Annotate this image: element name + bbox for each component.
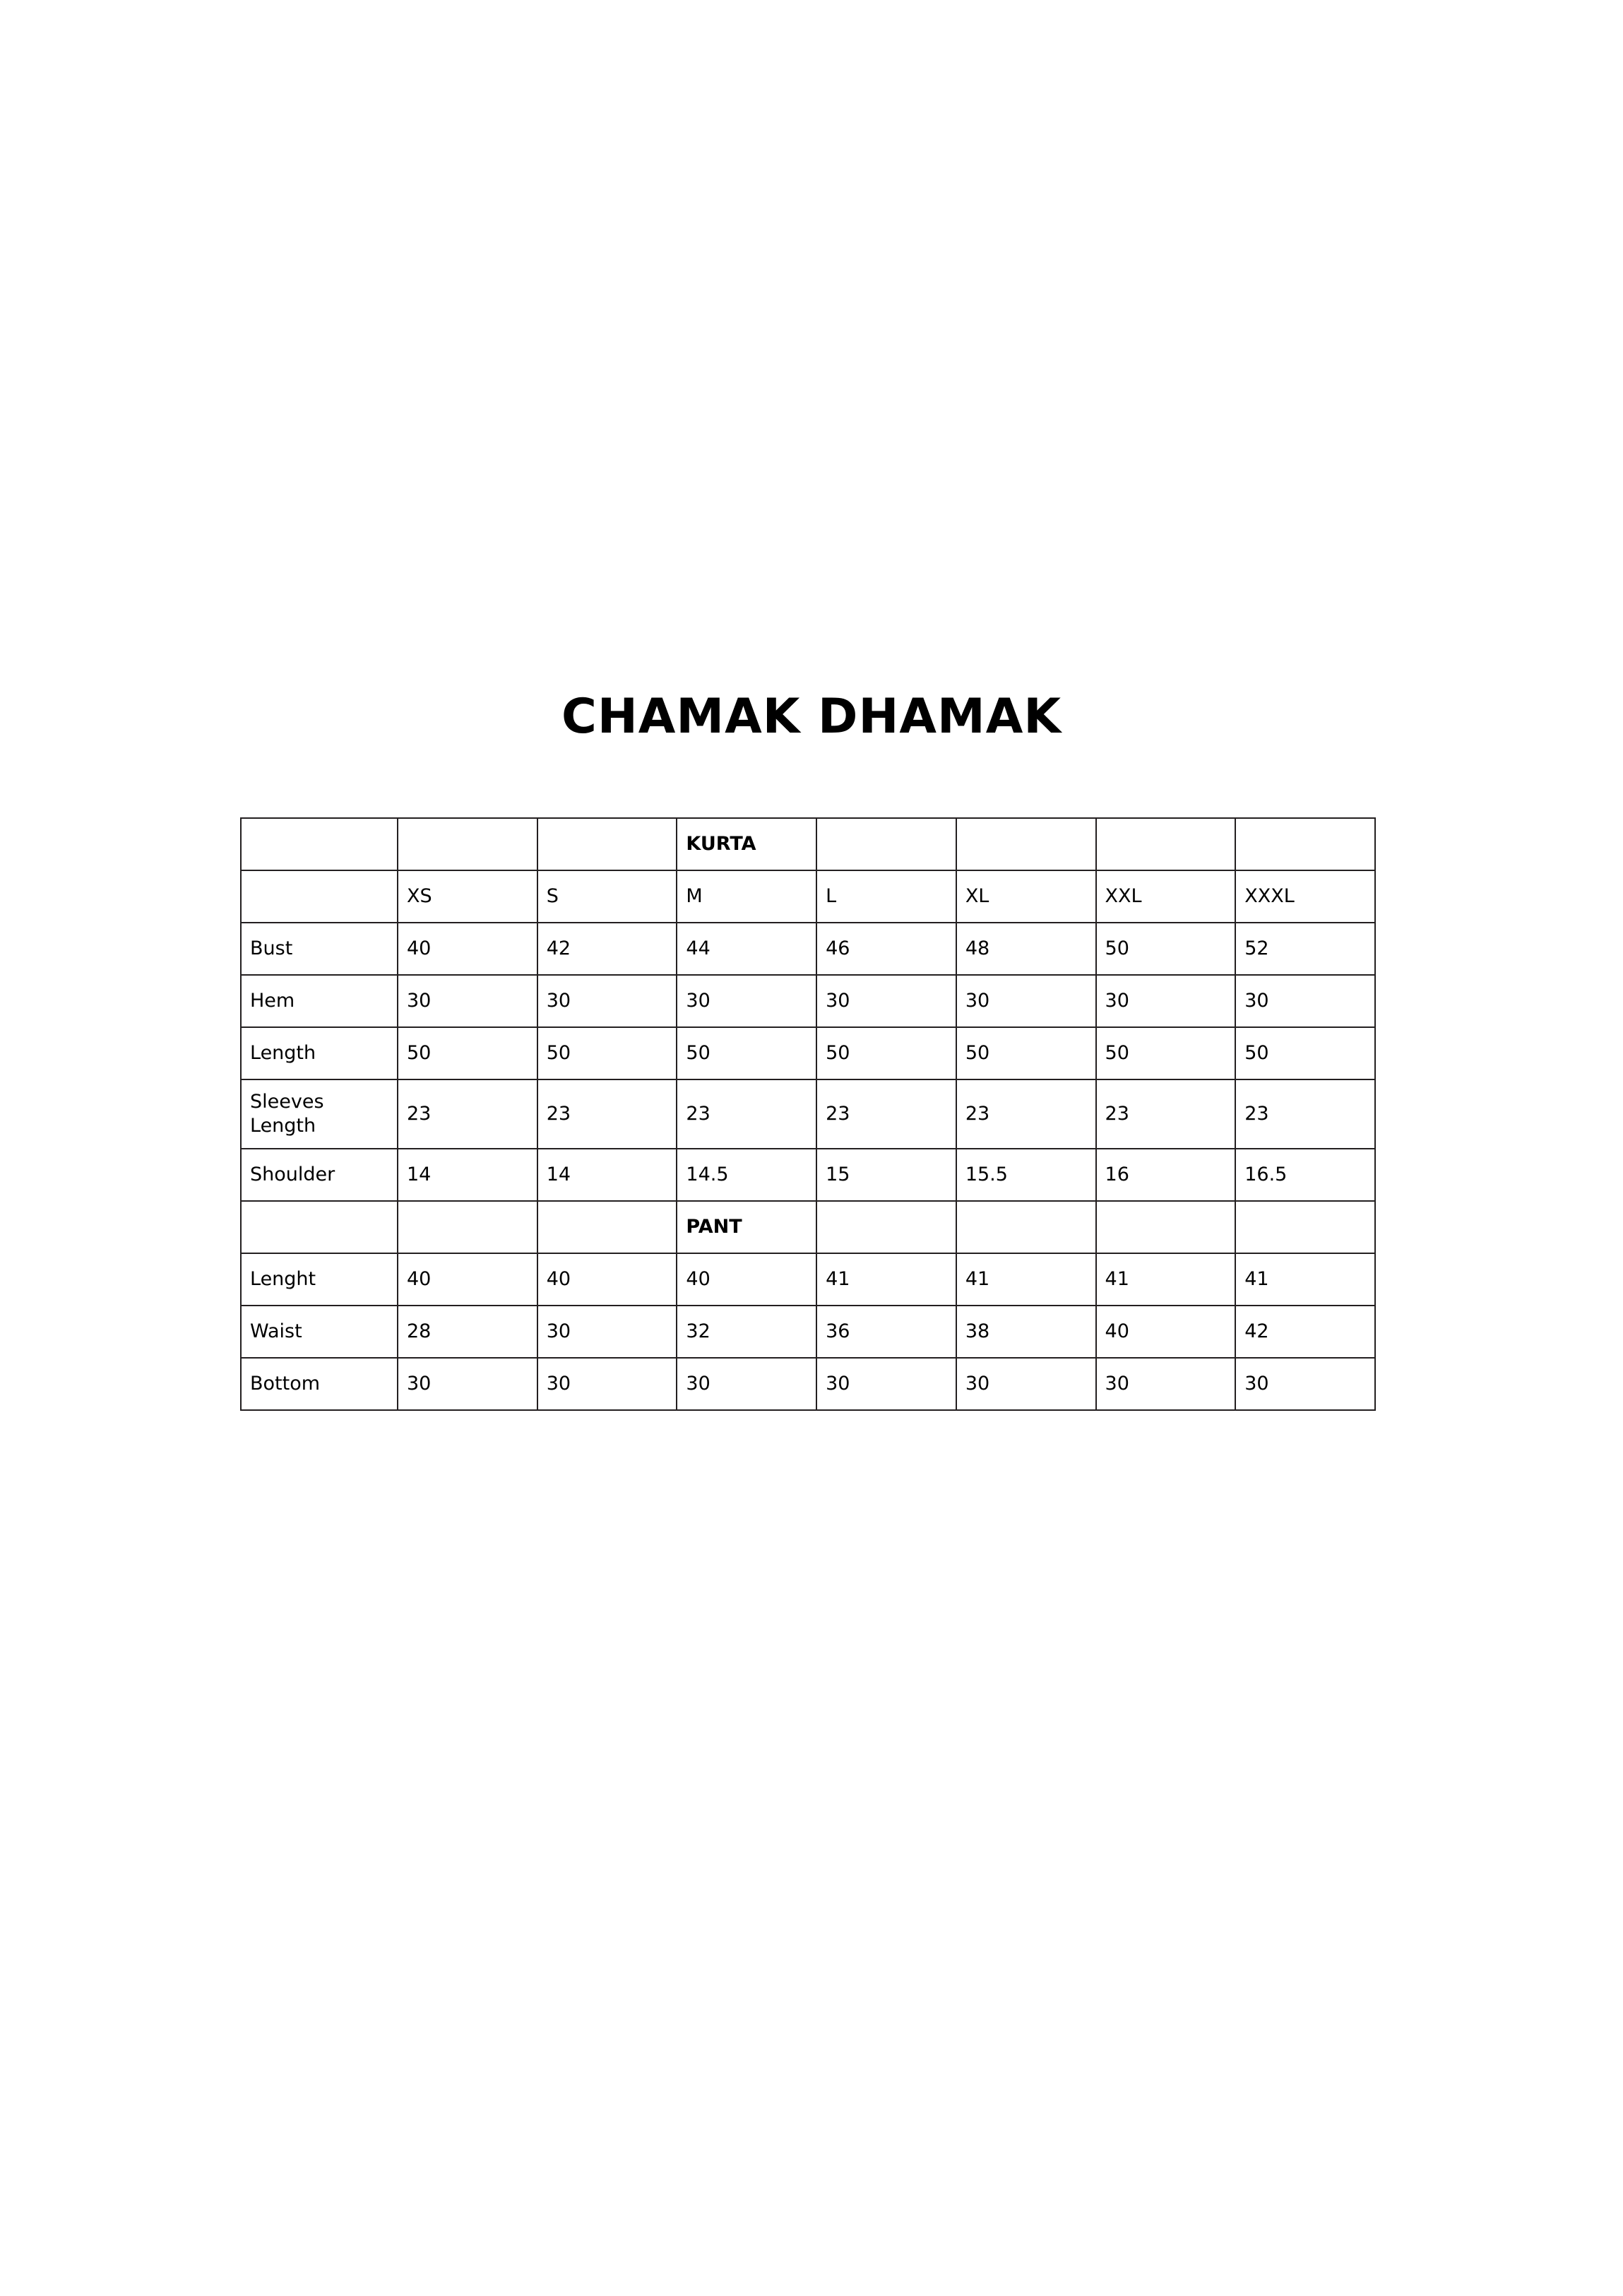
cell-value: 14 [537, 1149, 677, 1201]
cell-value: 50 [1096, 1027, 1236, 1079]
table-row [241, 1358, 1375, 1410]
cell-value: 41 [816, 1253, 956, 1306]
table-row-pant-header [241, 1201, 1375, 1253]
cell-empty [241, 870, 398, 923]
table-row [241, 1079, 1375, 1149]
section-label-pant: PANT [677, 1201, 816, 1253]
row-label-bust: Bust [241, 923, 398, 975]
cell-value: 44 [677, 923, 816, 975]
cell-value: 41 [956, 1253, 1096, 1306]
cell-value: 14 [398, 1149, 537, 1201]
cell-value: 36 [816, 1306, 956, 1358]
cell-value: 41 [1096, 1253, 1236, 1306]
cell-empty [398, 818, 537, 870]
cell-value: 41 [1235, 1253, 1375, 1306]
cell-value: 30 [816, 1358, 956, 1410]
cell-value: 50 [1096, 923, 1236, 975]
size-header-xs: XS [398, 870, 537, 923]
size-chart-table [240, 817, 1376, 1411]
cell-value: 30 [1235, 1358, 1375, 1410]
cell-empty [816, 818, 956, 870]
cell-empty [956, 818, 1096, 870]
cell-value: 30 [1096, 1358, 1236, 1410]
cell-value: 30 [956, 1358, 1096, 1410]
cell-value: 30 [537, 1358, 677, 1410]
cell-value: 30 [1096, 975, 1236, 1027]
section-label-kurta: KURTA [677, 818, 816, 870]
cell-empty [1096, 1201, 1236, 1253]
table-row [241, 975, 1375, 1027]
cell-value: 16 [1096, 1149, 1236, 1201]
cell-empty [1096, 818, 1236, 870]
cell-value: 30 [677, 975, 816, 1027]
cell-value: 46 [816, 923, 956, 975]
cell-empty [1235, 818, 1375, 870]
size-header-xxxl: XXXL [1235, 870, 1375, 923]
row-label-lenght: Lenght [241, 1253, 398, 1306]
cell-value: 40 [677, 1253, 816, 1306]
table-row [241, 923, 1375, 975]
cell-value: 38 [956, 1306, 1096, 1358]
cell-value: 52 [1235, 923, 1375, 975]
row-label-sleeves-length: Sleeves Length [241, 1079, 398, 1149]
cell-empty [241, 818, 398, 870]
cell-value: 50 [398, 1027, 537, 1079]
cell-value: 23 [816, 1079, 956, 1149]
cell-value: 23 [1096, 1079, 1236, 1149]
cell-empty [537, 1201, 677, 1253]
cell-value: 23 [956, 1079, 1096, 1149]
row-label-length: Length [241, 1027, 398, 1079]
cell-value: 40 [398, 1253, 537, 1306]
size-header-l: L [816, 870, 956, 923]
size-header-xl: XL [956, 870, 1096, 923]
table-row-kurta-header [241, 818, 1375, 870]
cell-value: 40 [537, 1253, 677, 1306]
table-row [241, 1306, 1375, 1358]
cell-value: 40 [398, 923, 537, 975]
cell-empty [956, 1201, 1096, 1253]
cell-value: 30 [677, 1358, 816, 1410]
cell-empty [1235, 1201, 1375, 1253]
page-title: CHAMAK DHAMAK [561, 689, 1062, 745]
cell-value: 23 [1235, 1079, 1375, 1149]
cell-value: 16.5 [1235, 1149, 1375, 1201]
row-label-bottom: Bottom [241, 1358, 398, 1410]
cell-value: 23 [677, 1079, 816, 1149]
cell-value: 28 [398, 1306, 537, 1358]
cell-value: 15 [816, 1149, 956, 1201]
cell-value: 23 [537, 1079, 677, 1149]
cell-value: 48 [956, 923, 1096, 975]
cell-empty [816, 1201, 956, 1253]
cell-value: 30 [816, 975, 956, 1027]
cell-value: 30 [1235, 975, 1375, 1027]
cell-value: 30 [537, 975, 677, 1027]
cell-value: 32 [677, 1306, 816, 1358]
cell-value: 30 [956, 975, 1096, 1027]
table-row [241, 1253, 1375, 1306]
table-row [241, 1149, 1375, 1201]
row-label-waist: Waist [241, 1306, 398, 1358]
cell-empty [241, 1201, 398, 1253]
cell-value: 50 [816, 1027, 956, 1079]
row-label-shoulder: Shoulder [241, 1149, 398, 1201]
cell-value: 14.5 [677, 1149, 816, 1201]
table-row [241, 1027, 1375, 1079]
cell-value: 30 [537, 1306, 677, 1358]
cell-value: 50 [956, 1027, 1096, 1079]
cell-value: 50 [677, 1027, 816, 1079]
size-header-s: S [537, 870, 677, 923]
cell-value: 42 [537, 923, 677, 975]
cell-value: 50 [537, 1027, 677, 1079]
size-header-xxl: XXL [1096, 870, 1236, 923]
cell-value: 30 [398, 1358, 537, 1410]
cell-value: 30 [398, 975, 537, 1027]
cell-empty [398, 1201, 537, 1253]
cell-value: 42 [1235, 1306, 1375, 1358]
row-label-hem: Hem [241, 975, 398, 1027]
cell-empty [537, 818, 677, 870]
cell-value: 40 [1096, 1306, 1236, 1358]
cell-value: 15.5 [956, 1149, 1096, 1201]
size-header-m: M [677, 870, 816, 923]
cell-value: 50 [1235, 1027, 1375, 1079]
cell-value: 23 [398, 1079, 537, 1149]
table-row-size-headers [241, 870, 1375, 923]
